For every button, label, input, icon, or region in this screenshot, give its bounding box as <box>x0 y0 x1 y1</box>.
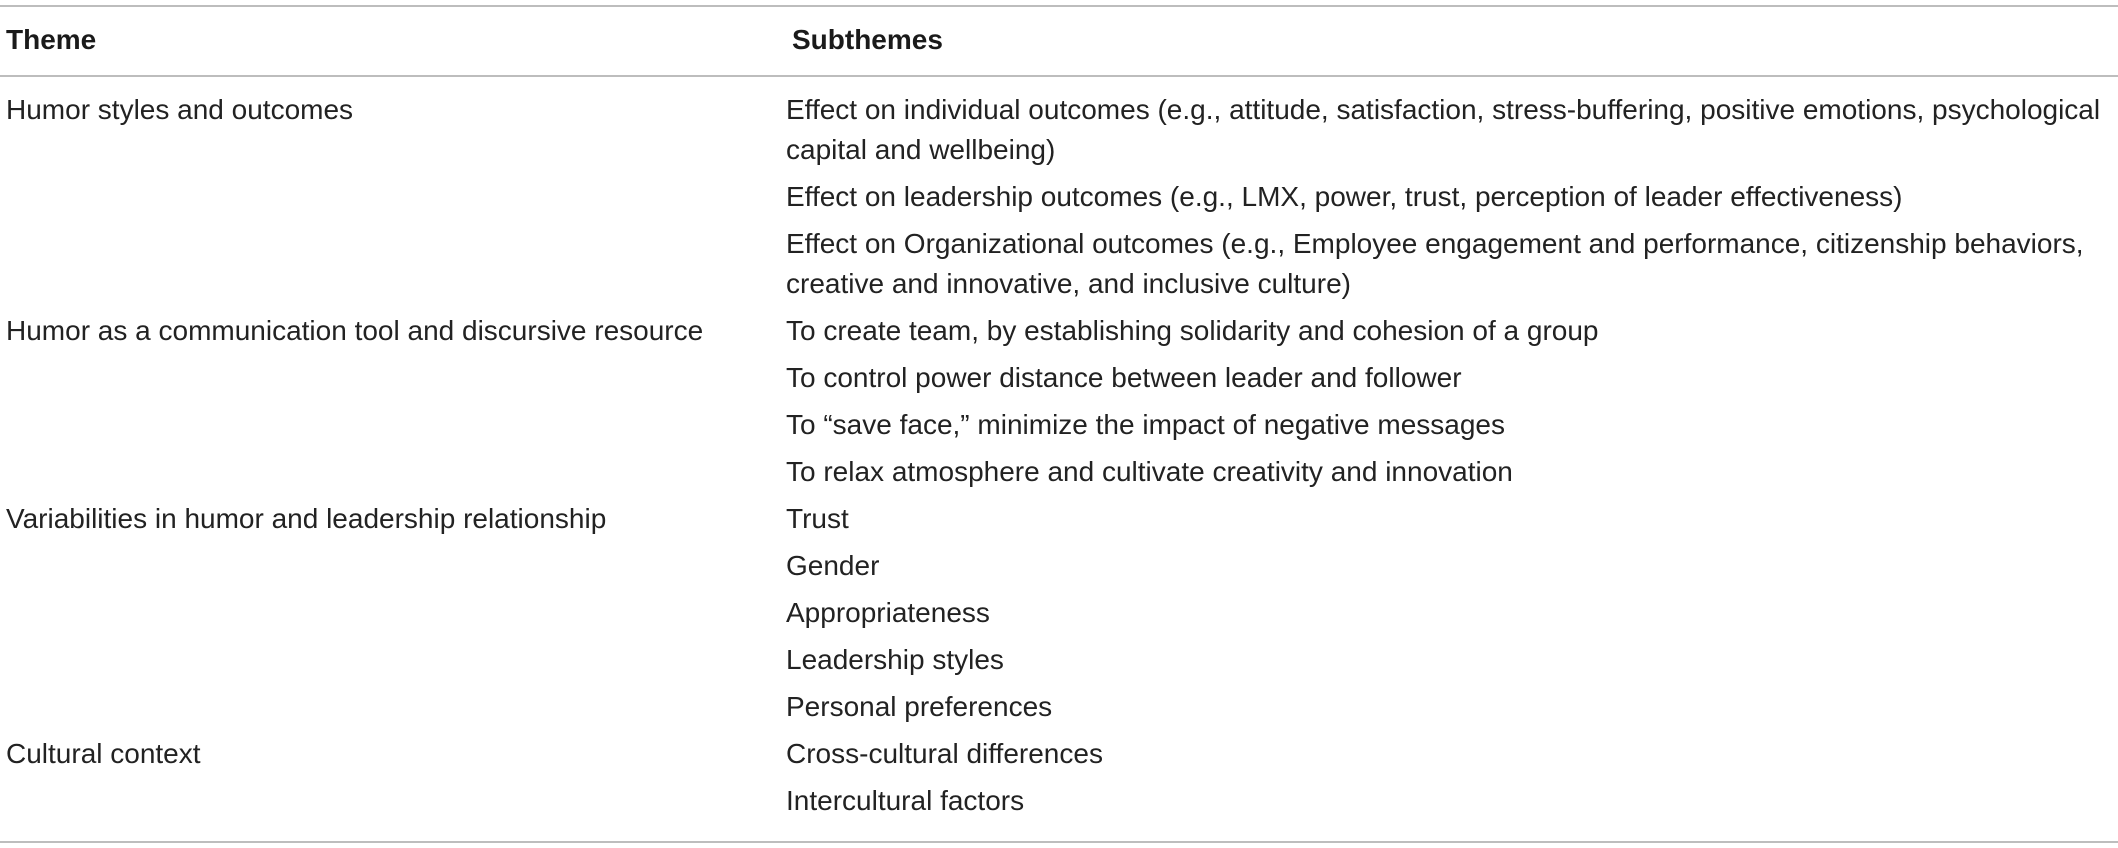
subtheme-item: Effect on Organizational outcomes (e.g., Employee engagement and performance, citizenship behaviors, creative and innovative, and inclusive culture) <box>786 228 2084 299</box>
theme-cell: Variabilities in humor and leadership relationship <box>6 503 607 534</box>
top-rule <box>0 5 2118 7</box>
table-row <box>0 499 2118 734</box>
subtheme-item: Gender <box>786 550 880 581</box>
theme-cell: Humor as a communication tool and discursive resource <box>6 315 704 346</box>
subthemes-cell <box>786 90 2112 311</box>
subtheme-item: Appropriateness <box>786 597 990 628</box>
header-theme: Theme <box>6 24 97 55</box>
subtheme-item: Effect on leadership outcomes (e.g., LMX, power, trust, perception of leader effectiveness) <box>786 181 1903 212</box>
table-row <box>0 311 2118 499</box>
subtheme-item: Trust <box>786 503 849 534</box>
bottom-rule <box>0 841 2118 843</box>
subthemes-cell <box>786 734 2112 828</box>
subthemes-cell <box>786 311 2112 499</box>
header-subthemes: Subthemes <box>792 24 943 55</box>
subtheme-item: To relax atmosphere and cultivate creativity and innovation <box>786 456 1513 487</box>
header-rule <box>0 75 2118 77</box>
subtheme-item: To create team, by establishing solidarity and cohesion of a group <box>786 315 1599 346</box>
theme-cell: Cultural context <box>6 738 201 769</box>
subtheme-item: To control power distance between leader and follower <box>786 362 1462 393</box>
theme-cell: Humor styles and outcomes <box>6 94 354 125</box>
subthemes-cell <box>786 499 2112 734</box>
subtheme-item: To “save face,” minimize the impact of negative messages <box>786 409 1505 440</box>
subtheme-item: Cross-cultural differences <box>786 738 1103 769</box>
subtheme-item: Personal preferences <box>786 691 1053 722</box>
table-row <box>0 734 2118 828</box>
subtheme-item: Leadership styles <box>786 644 1004 675</box>
table-row <box>0 90 2118 311</box>
table-body <box>0 90 2118 828</box>
table-header <box>0 20 2118 60</box>
subtheme-item: Effect on individual outcomes (e.g., attitude, satisfaction, stress-buffering, positive emotions, psychological capital and wellbeing) <box>786 94 2101 165</box>
subtheme-item: Intercultural factors <box>786 785 1025 816</box>
